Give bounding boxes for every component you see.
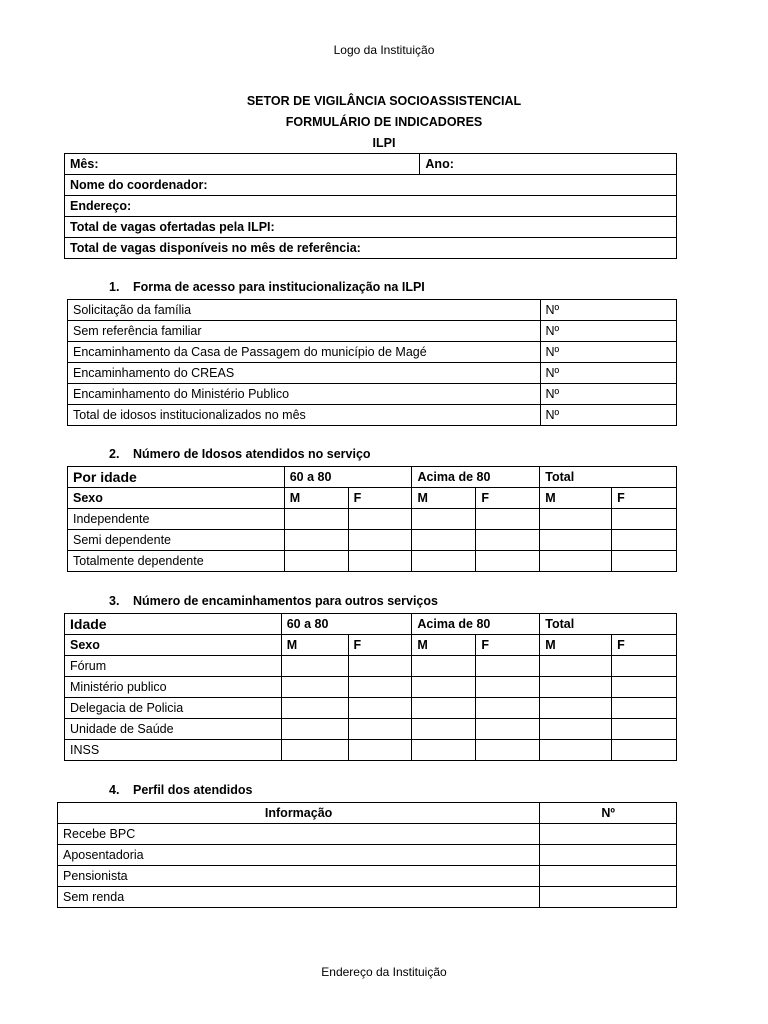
input-cell[interactable] [348, 677, 412, 698]
input-cell[interactable] [540, 866, 677, 887]
access-form-table [67, 299, 677, 426]
input-cell[interactable] [412, 719, 476, 740]
input-cell[interactable] [540, 740, 612, 761]
section-4-number: 4. [109, 783, 120, 797]
input-cell[interactable] [281, 698, 348, 719]
input-cell[interactable] [348, 698, 412, 719]
row-label: Sem referência familiar [68, 321, 541, 342]
input-cell[interactable] [348, 530, 412, 551]
total-offered-field[interactable]: Total de vagas ofertadas pela ILPI: [65, 217, 677, 238]
table-row [68, 509, 677, 530]
input-cell[interactable] [412, 509, 476, 530]
row-label: Recebe BPC [58, 824, 540, 845]
total-available-field[interactable]: Total de vagas disponíveis no mês de referência: [65, 238, 677, 259]
row-label: Encaminhamento da Casa de Passagem do município de Magé [68, 342, 541, 363]
section-1-heading [109, 280, 425, 294]
table-row [58, 824, 677, 845]
f-label: F [476, 488, 540, 509]
table-row [58, 887, 677, 908]
m-label: M [284, 488, 348, 509]
input-cell[interactable] [284, 551, 348, 572]
input-cell[interactable] [281, 719, 348, 740]
input-cell[interactable] [476, 740, 540, 761]
input-cell[interactable] [612, 677, 677, 698]
row-label: Total de idosos institucionalizados no mês [68, 405, 541, 426]
input-cell[interactable] [412, 656, 476, 677]
input-cell[interactable] [612, 740, 677, 761]
section-2-number: 2. [109, 447, 120, 461]
row-label: INSS [65, 740, 282, 761]
table-row [58, 845, 677, 866]
row-label: Fórum [65, 656, 282, 677]
year-field[interactable]: Ano: [420, 154, 677, 175]
section-4-heading [109, 783, 252, 797]
section-1-title: Forma de acesso para institucionalização na ILPI [133, 280, 425, 294]
input-cell[interactable] [476, 656, 540, 677]
input-cell[interactable] [540, 509, 612, 530]
table-row [68, 405, 677, 426]
table-row [65, 677, 677, 698]
input-cell[interactable] [540, 698, 612, 719]
row-label: Totalmente dependente [68, 551, 285, 572]
input-cell[interactable] [284, 509, 348, 530]
input-cell[interactable] [612, 509, 677, 530]
col-info-header: Informação [58, 803, 540, 824]
table-row [68, 342, 677, 363]
info-table [64, 153, 677, 259]
input-cell[interactable] [284, 530, 348, 551]
table-row [68, 530, 677, 551]
referrals-table [64, 613, 677, 761]
table-row [65, 740, 677, 761]
col-num-header: Nº [540, 803, 677, 824]
elderly-served-table [67, 466, 677, 572]
form-subtitle: ILPI [372, 136, 396, 150]
table-row [68, 384, 677, 405]
input-cell[interactable] [540, 551, 612, 572]
section-3-heading [109, 594, 438, 608]
input-cell[interactable] [476, 719, 540, 740]
row-label: Pensionista [58, 866, 540, 887]
table-row [65, 719, 677, 740]
row-value-cell[interactable]: Nº [540, 363, 677, 384]
f-label: F [476, 635, 540, 656]
input-cell[interactable] [476, 677, 540, 698]
col-60-80: 60 a 80 [284, 467, 412, 488]
input-cell[interactable] [476, 530, 540, 551]
input-cell[interactable] [476, 509, 540, 530]
section-2-title: Número de Idosos atendidos no serviço [133, 447, 371, 461]
group-label: Por idade [68, 467, 285, 488]
input-cell[interactable] [540, 677, 612, 698]
table-row [68, 300, 677, 321]
f-label: F [612, 488, 677, 509]
input-cell[interactable] [412, 551, 476, 572]
input-cell[interactable] [540, 824, 677, 845]
section-4-title: Perfil dos atendidos [133, 783, 253, 797]
row-label: Sem renda [58, 887, 540, 908]
input-cell[interactable] [281, 656, 348, 677]
section-1-number: 1. [109, 280, 120, 294]
m-label: M [540, 635, 612, 656]
f-label: F [612, 635, 677, 656]
col-total: Total [540, 614, 677, 635]
m-label: M [281, 635, 348, 656]
section-3-title: Número de encaminhamentos para outros serviços [133, 594, 438, 608]
input-cell[interactable] [476, 698, 540, 719]
input-cell[interactable] [612, 530, 677, 551]
row-label: Unidade de Saúde [65, 719, 282, 740]
input-cell[interactable] [348, 719, 412, 740]
table-row [68, 321, 677, 342]
section-3-number: 3. [109, 594, 120, 608]
table-row [65, 656, 677, 677]
input-cell[interactable] [612, 551, 677, 572]
input-cell[interactable] [540, 719, 612, 740]
row-value-cell[interactable]: Nº [540, 384, 677, 405]
row-label: Encaminhamento do Ministério Publico [68, 384, 541, 405]
m-label: M [412, 635, 476, 656]
input-cell[interactable] [612, 656, 677, 677]
f-label: F [348, 488, 412, 509]
input-cell[interactable] [348, 740, 412, 761]
row-label: Encaminhamento do CREAS [68, 363, 541, 384]
col-acima-80: Acima de 80 [412, 467, 540, 488]
sex-label: Sexo [68, 488, 285, 509]
sex-label: Sexo [65, 635, 282, 656]
row-value-cell[interactable]: Nº [540, 321, 677, 342]
sector-title: SETOR DE VIGILÂNCIA SOCIOASSISTENCIAL [246, 94, 522, 108]
input-cell[interactable] [540, 530, 612, 551]
group-label: Idade [65, 614, 282, 635]
institution-address-footer: Endereço da Instituição [321, 965, 447, 979]
table-row [68, 363, 677, 384]
row-value-cell[interactable]: Nº [540, 342, 677, 363]
row-label: Solicitação da família [68, 300, 541, 321]
input-cell[interactable] [412, 740, 476, 761]
col-60-80: 60 a 80 [281, 614, 412, 635]
input-cell[interactable] [348, 551, 412, 572]
address-field[interactable]: Endereço: [65, 196, 677, 217]
col-acima-80: Acima de 80 [412, 614, 540, 635]
input-cell[interactable] [540, 887, 677, 908]
profile-table [57, 802, 677, 908]
input-cell[interactable] [348, 656, 412, 677]
input-cell[interactable] [412, 677, 476, 698]
table-row [65, 698, 677, 719]
m-label: M [412, 488, 476, 509]
input-cell[interactable] [612, 698, 677, 719]
input-cell[interactable] [281, 677, 348, 698]
row-label: Independente [68, 509, 285, 530]
input-cell[interactable] [476, 551, 540, 572]
row-label: Ministério publico [65, 677, 282, 698]
input-cell[interactable] [540, 656, 612, 677]
table-row [58, 866, 677, 887]
input-cell[interactable] [281, 740, 348, 761]
f-label: F [348, 635, 412, 656]
month-field[interactable]: Mês: [65, 154, 420, 175]
logo-placeholder: Logo da Instituição [333, 43, 435, 57]
row-label: Semi dependente [68, 530, 285, 551]
col-total: Total [540, 467, 677, 488]
table-row [68, 551, 677, 572]
input-cell[interactable] [412, 698, 476, 719]
input-cell[interactable] [412, 530, 476, 551]
input-cell[interactable] [348, 509, 412, 530]
input-cell[interactable] [612, 719, 677, 740]
row-value-cell[interactable]: Nº [540, 300, 677, 321]
section-2-heading [109, 447, 371, 461]
form-title: FORMULÁRIO DE INDICADORES [285, 115, 483, 129]
row-label: Aposentadoria [58, 845, 540, 866]
input-cell[interactable] [540, 845, 677, 866]
row-value-cell[interactable]: Nº [540, 405, 677, 426]
coordinator-field[interactable]: Nome do coordenador: [65, 175, 677, 196]
m-label: M [540, 488, 612, 509]
row-label: Delegacia de Policia [65, 698, 282, 719]
